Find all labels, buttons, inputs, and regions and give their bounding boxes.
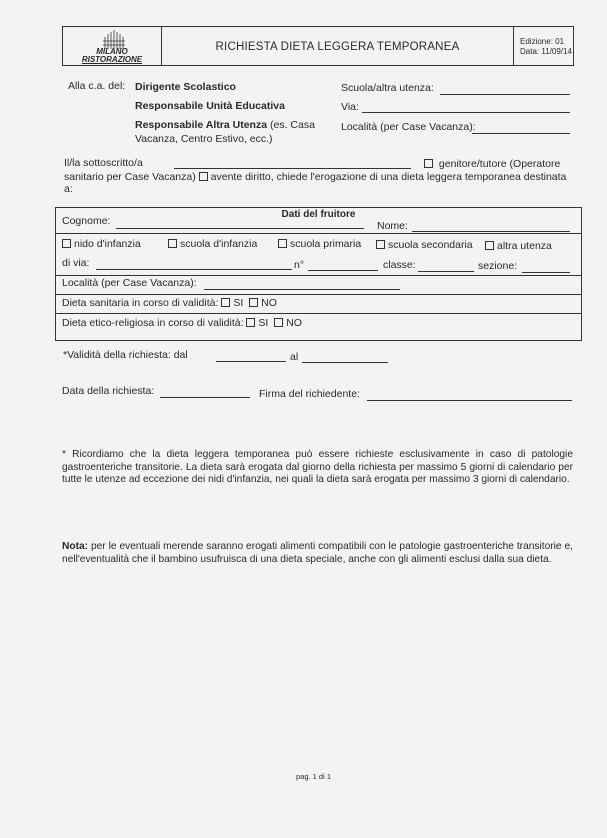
- page-title: RICHIESTA DIETA LEGGERA TEMPORANEA: [215, 41, 460, 53]
- recipient-altra-utenza-bold: Responsabile Altra Utenza: [135, 119, 268, 131]
- recipients-label: Alla c.a. del:: [68, 80, 126, 92]
- divider: [56, 294, 581, 295]
- localita-field[interactable]: [472, 133, 570, 134]
- option-scuola-secondaria[interactable]: [376, 239, 473, 251]
- signer-line2: [64, 171, 566, 183]
- logo-text-milano: MILANO: [96, 47, 128, 56]
- fruitore-box: [55, 207, 582, 341]
- signature-label: Firma del richiedente:: [259, 388, 360, 400]
- scuola-infanzia-checkbox[interactable]: [168, 239, 177, 248]
- scuola-secondaria-checkbox[interactable]: [376, 240, 385, 249]
- validity-from-field[interactable]: [216, 361, 286, 362]
- divider: [56, 313, 581, 314]
- edition-number: Edizione: 01: [520, 37, 565, 46]
- nido-checkbox[interactable]: [62, 239, 71, 248]
- dieta-etico-row: [62, 317, 302, 329]
- sanitaria-no-checkbox[interactable]: [249, 298, 258, 307]
- scuola-secondaria-label: scuola secondaria: [388, 239, 473, 251]
- classe-label: classe:: [383, 259, 416, 271]
- localita-label: Località (per Case Vacanza):: [341, 121, 476, 133]
- fruitore-heading: Dati del fruitore: [281, 209, 356, 220]
- edition-date: Data: 11/09/14: [520, 47, 572, 56]
- dieta-sanitaria-label: Dieta sanitaria in corso di validità:: [62, 297, 219, 309]
- civic-number-field[interactable]: [308, 270, 378, 271]
- box-localita-label: Località (per Case Vacanza):: [62, 277, 197, 289]
- nido-label: nido d'infanzia: [74, 238, 141, 250]
- signer-request-text: avente diritto, chiede l'erogazione di una dieta leggera temporanea destinata: [210, 171, 567, 183]
- scuola-primaria-checkbox[interactable]: [278, 239, 287, 248]
- form-header: [62, 26, 574, 66]
- sezione-label: sezione:: [478, 260, 518, 272]
- guardian-checkbox[interactable]: [424, 159, 433, 168]
- dieta-etico-label: Dieta etico-religiosa in corso di validità:: [62, 317, 244, 329]
- nota-label: Nota:: [62, 541, 89, 552]
- sanitaria-si-checkbox[interactable]: [221, 298, 230, 307]
- etico-no-checkbox[interactable]: [274, 318, 283, 327]
- sanitaria-no-label: NO: [261, 297, 277, 309]
- divia-label: di via:: [62, 257, 90, 269]
- guardian-option: [424, 158, 560, 170]
- recipient-altra-utenza-rest: (es. Casa: [267, 119, 315, 131]
- validity-to-field[interactable]: [302, 362, 388, 363]
- option-altra-utenza[interactable]: [485, 240, 552, 252]
- civic-number-label: n°: [294, 259, 305, 271]
- altra-utenza-label: altra utenza: [497, 240, 552, 252]
- recipient-dirigente: Dirigente Scolastico: [135, 81, 236, 93]
- altra-utenza-checkbox[interactable]: [485, 241, 494, 250]
- cognome-field[interactable]: [116, 228, 364, 229]
- scuola-primaria-label: scuola primaria: [290, 238, 362, 250]
- box-localita-field[interactable]: [204, 289, 400, 290]
- legal-note: * Ricordiamo che la dieta leggera temporanea può essere richieste esclusivamente in caso di patologie gastroenteriche transitorie. La dieta sarà erogata dal giorno della richiesta per massimo 5 giorni di calendario per tutte le utenze ad eccezione dei nidi d'infanzia, nei quali la dieta sarà erogata per massimo 3 giorni di calendario.: [62, 449, 573, 486]
- entitled-checkbox[interactable]: [199, 172, 208, 181]
- signer-line3: a:: [64, 183, 73, 195]
- etico-si-checkbox[interactable]: [246, 318, 255, 327]
- option-nido[interactable]: [62, 238, 141, 250]
- option-scuola-infanzia[interactable]: [168, 238, 257, 250]
- logo-text-ristorazione: RISTORAZIONE: [81, 55, 143, 64]
- nome-label: Nome:: [377, 220, 408, 232]
- nota-paragraph: [62, 541, 573, 566]
- school-label: Scuola/altra utenza:: [341, 82, 434, 94]
- divider: [56, 233, 581, 234]
- guardian-label: genitore/tutore (Operatore: [438, 158, 561, 170]
- logo-cell: [63, 27, 162, 65]
- page-number: pag. 1 di 1: [296, 772, 332, 781]
- cognome-label: Cognome:: [62, 215, 111, 227]
- school-field[interactable]: [440, 94, 570, 95]
- logo-text: [63, 48, 161, 64]
- recipient-unita-educativa: Responsabile Unità Educativa: [135, 100, 285, 112]
- request-date-label: Data della richiesta:: [62, 385, 155, 397]
- edition-cell: [513, 27, 573, 65]
- recipient-altra-utenza: [135, 119, 315, 131]
- sezione-field[interactable]: [522, 272, 570, 273]
- option-scuola-primaria[interactable]: [278, 238, 361, 250]
- etico-si-label: SI: [258, 317, 269, 329]
- etico-no-label: NO: [286, 317, 302, 329]
- signature-field[interactable]: [367, 400, 572, 401]
- request-date-field[interactable]: [160, 397, 250, 398]
- divia-field[interactable]: [96, 269, 292, 270]
- scuola-infanzia-label: scuola d'infanzia: [180, 238, 258, 250]
- dieta-sanitaria-row: [62, 297, 277, 309]
- via-label: Via:: [341, 101, 359, 113]
- validity-to-label: al: [290, 351, 299, 363]
- signer-operator-label: sanitario per Case Vacanza): [64, 171, 196, 183]
- recipient-altra-utenza-examples: Vacanza, Centro Estivo, ecc.): [135, 133, 273, 145]
- divider: [56, 275, 581, 276]
- via-field[interactable]: [362, 112, 570, 113]
- classe-field[interactable]: [418, 271, 474, 272]
- signer-name-field[interactable]: [174, 168, 411, 169]
- sanitaria-si-label: SI: [233, 297, 244, 309]
- signer-label: Il/la sottoscritto/a: [64, 157, 143, 169]
- nota-text: per le eventuali merende saranno erogati alimenti compatibili con le patologie gastroenteriche transitorie e, nell'eventualità che il bambino usufruisca di una dieta speciale, anche con gli alimenti esclusi dalla sua dieta.: [62, 541, 573, 565]
- nome-field[interactable]: [412, 231, 570, 232]
- validity-label: *Validità della richiesta: dal: [63, 349, 188, 361]
